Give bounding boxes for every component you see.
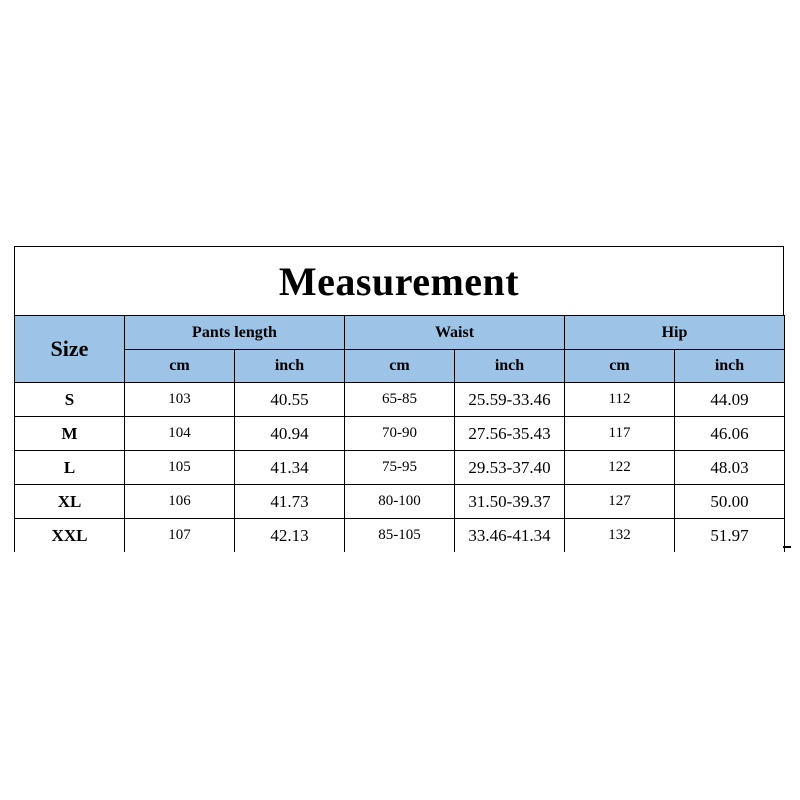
waist-cm-cell: 80-100 [345, 485, 455, 519]
table-row [15, 383, 785, 417]
waist-inch-cell: 27.56-35.43 [455, 417, 565, 451]
table-row [15, 485, 785, 519]
unit-header: cm [125, 350, 235, 383]
pants-cm-cell: 103 [125, 383, 235, 417]
pants-inch-cell: 40.55 [235, 383, 345, 417]
hip-cm-cell: 112 [565, 383, 675, 417]
waist-inch-cell: 33.46-41.34 [455, 519, 565, 553]
waist-cm-cell: 75-95 [345, 451, 455, 485]
hip-cm-cell: 132 [565, 519, 675, 553]
pants-length-header: Pants length [125, 316, 345, 350]
unit-header: cm [345, 350, 455, 383]
pants-inch-cell: 40.94 [235, 417, 345, 451]
waist-inch-cell: 31.50-39.37 [455, 485, 565, 519]
pants-cm-cell: 107 [125, 519, 235, 553]
pants-inch-cell: 42.13 [235, 519, 345, 553]
hip-cm-cell: 122 [565, 451, 675, 485]
unit-header: inch [235, 350, 345, 383]
measurement-chart [14, 246, 784, 552]
pants-cm-cell: 106 [125, 485, 235, 519]
pants-cm-cell: 105 [125, 451, 235, 485]
size-cell: XL [15, 485, 125, 519]
hip-inch-cell: 51.97 [675, 519, 785, 553]
hip-header: Hip [565, 316, 785, 350]
waist-cm-cell: 65-85 [345, 383, 455, 417]
waist-inch-cell: 25.59-33.46 [455, 383, 565, 417]
size-cell: XXL [15, 519, 125, 553]
size-header: Size [15, 316, 125, 383]
pants-cm-cell: 104 [125, 417, 235, 451]
size-cell: L [15, 451, 125, 485]
hip-cm-cell: 117 [565, 417, 675, 451]
table-row [15, 417, 785, 451]
size-cell: M [15, 417, 125, 451]
border-tick [783, 546, 791, 548]
size-cell: S [15, 383, 125, 417]
hip-inch-cell: 48.03 [675, 451, 785, 485]
pants-inch-cell: 41.34 [235, 451, 345, 485]
table-row [15, 519, 785, 553]
waist-cm-cell: 70-90 [345, 417, 455, 451]
chart-title: Measurement [14, 246, 784, 315]
measurement-table [14, 315, 785, 552]
hip-inch-cell: 50.00 [675, 485, 785, 519]
waist-header: Waist [345, 316, 565, 350]
hip-cm-cell: 127 [565, 485, 675, 519]
hip-inch-cell: 44.09 [675, 383, 785, 417]
pants-inch-cell: 41.73 [235, 485, 345, 519]
table-row [15, 451, 785, 485]
unit-header: cm [565, 350, 675, 383]
waist-inch-cell: 29.53-37.40 [455, 451, 565, 485]
unit-header: inch [455, 350, 565, 383]
unit-header: inch [675, 350, 785, 383]
waist-cm-cell: 85-105 [345, 519, 455, 553]
hip-inch-cell: 46.06 [675, 417, 785, 451]
